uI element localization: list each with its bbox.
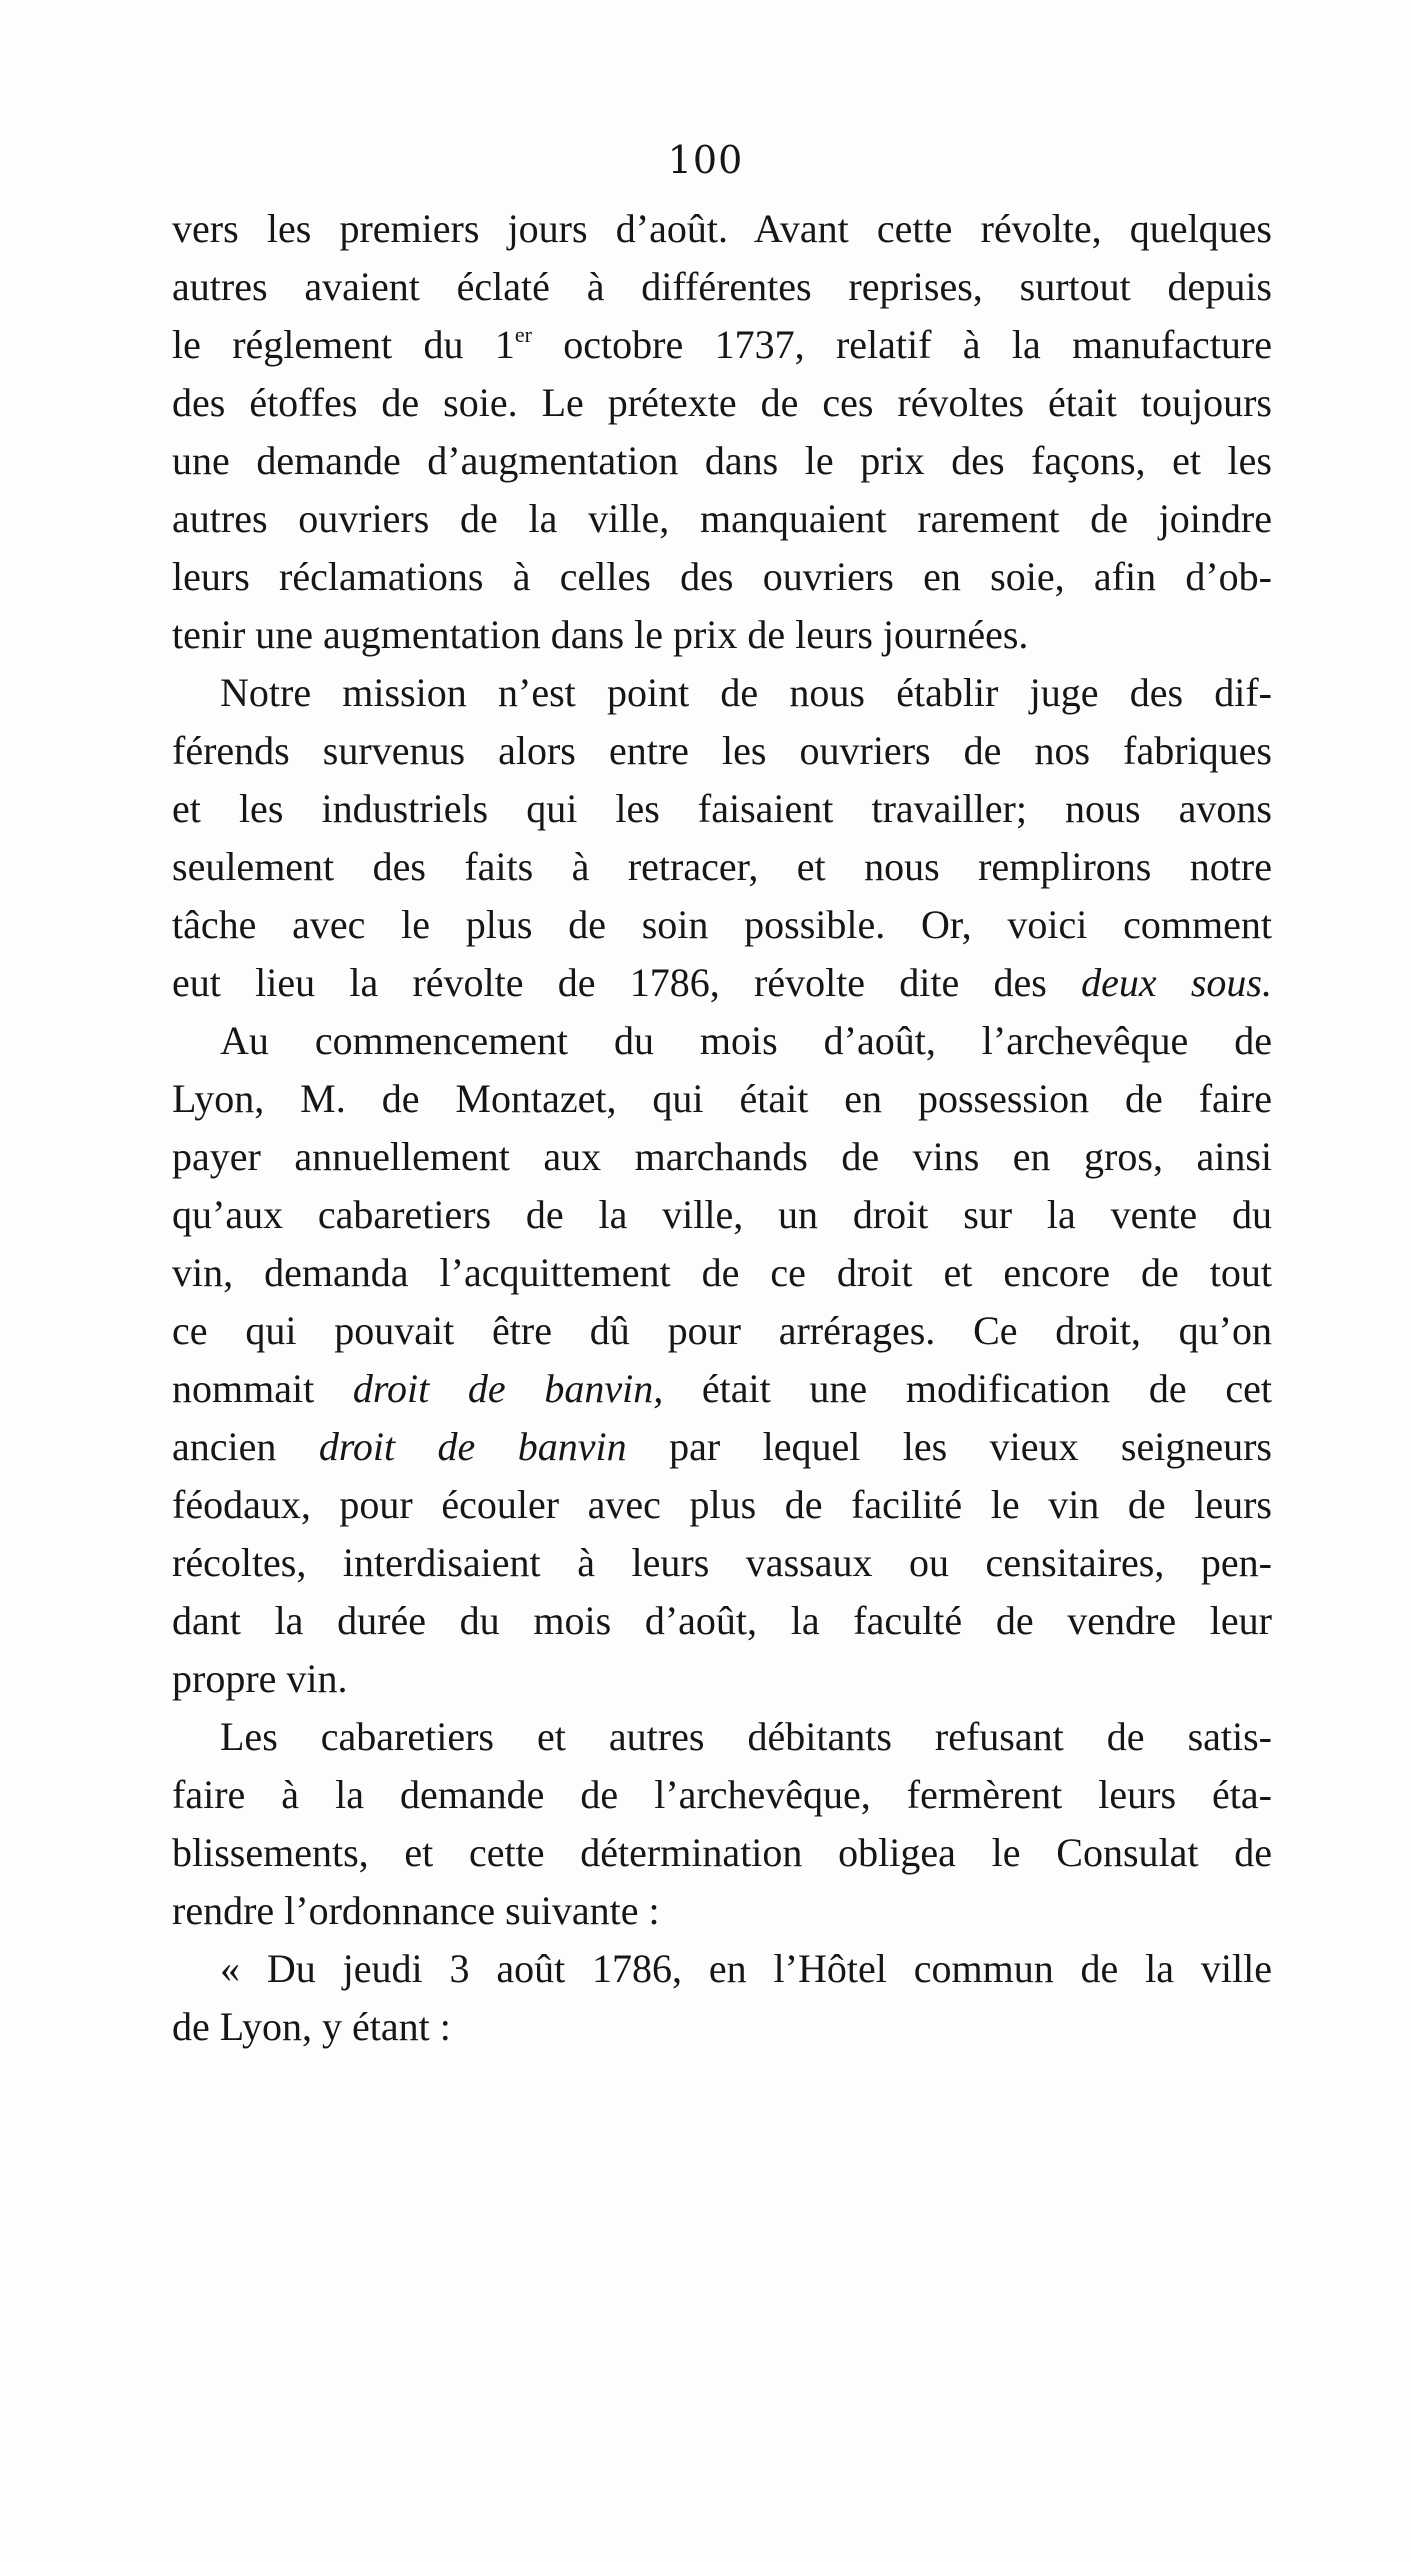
text-line-with-italic: [172, 1418, 1272, 1476]
text-line: et les industriels qui les faisaient travailler; nous avons: [172, 786, 1272, 831]
text-line-with-italic: [172, 1360, 1272, 1418]
page-number: 100: [667, 138, 744, 182]
text-segment: était une modification de cet: [663, 1366, 1272, 1411]
text-line: tâche avec le plus de soin possible. Or, voici comment: [172, 902, 1272, 947]
text-line: payer annuellement aux marchands de vins en gros, ainsi: [172, 1134, 1272, 1179]
text-segment: nommait: [172, 1366, 353, 1411]
text-line: Au commencement du mois d’août, l’archevêque de: [220, 1018, 1272, 1063]
text-segment: eut lieu la révolte de 1786, révolte dite des: [172, 960, 1082, 1005]
text-line: récoltes, interdisaient à leurs vassaux ou censitaires, pen-: [172, 1540, 1272, 1585]
text-line: leurs réclamations à celles des ouvriers en soie, afin d’ob-: [172, 554, 1272, 599]
text-line: vin, demanda l’acquittement de ce droit et encore de tout: [172, 1250, 1272, 1295]
text-line: tenir une augmentation dans le prix de leurs journées.: [172, 612, 1029, 657]
text-line: autres avaient éclaté à différentes reprises, surtout depuis: [172, 264, 1272, 309]
paragraph-5: [172, 1940, 1272, 2056]
text-line: faire à la demande de l’archevêque, fermèrent leurs éta-: [172, 1772, 1272, 1817]
text-line: rendre l’ordonnance suivante :: [172, 1888, 660, 1933]
paragraph-2: [172, 664, 1272, 1012]
text-line: vers les premiers jours d’août. Avant cette révolte, quelques: [172, 206, 1272, 251]
text-line: « Du jeudi 3 août 1786, en l’Hôtel commun de la ville: [220, 1946, 1272, 1991]
text-line-with-italic: [172, 954, 1272, 1012]
text-line: féodaux, pour écouler avec plus de facilité le vin de leurs: [172, 1482, 1272, 1527]
italic-phrase: deux sous.: [1081, 960, 1272, 1005]
text-line: blissements, et cette détermination obligea le Consulat de: [172, 1830, 1272, 1875]
text-line: le réglement du 1er octobre 1737, relatif à la manufacture: [172, 322, 1272, 367]
text-line: une demande d’augmentation dans le prix des façons, et les: [172, 438, 1272, 483]
text-line: dant la durée du mois d’août, la faculté de vendre leur: [172, 1598, 1272, 1643]
text-line: férends survenus alors entre les ouvriers de nos fabriques: [172, 728, 1272, 773]
text-line: qu’aux cabaretiers de la ville, un droit sur la vente du: [172, 1192, 1272, 1237]
text-line: Notre mission n’est point de nous établir juge des dif-: [220, 670, 1272, 715]
text-line: de Lyon, y étant :: [172, 2004, 451, 2049]
text-line: des étoffes de soie. Le prétexte de ces révoltes était toujours: [172, 380, 1272, 425]
paragraph-4: [172, 1708, 1272, 1940]
text-line: Les cabaretiers et autres débitants refusant de satis-: [220, 1714, 1272, 1759]
text-line: Lyon, M. de Montazet, qui était en possession de faire: [172, 1076, 1272, 1121]
text-line: autres ouvriers de la ville, manquaient rarement de joindre: [172, 496, 1272, 541]
text-line: ce qui pouvait être dû pour arrérages. Ce droit, qu’on: [172, 1308, 1272, 1353]
italic-phrase: droit de banvin,: [352, 1366, 664, 1411]
paragraph-1: [172, 200, 1272, 664]
text-segment: par lequel les vieux seigneurs: [626, 1424, 1272, 1469]
text-line: propre vin.: [172, 1656, 348, 1701]
italic-phrase: droit de banvin: [318, 1424, 627, 1469]
ordinal-superscript: er: [514, 322, 532, 347]
body-text: [172, 200, 1272, 2056]
text-line: seulement des faits à retracer, et nous remplirons notre: [172, 844, 1272, 889]
paragraph-3: [172, 1012, 1272, 1708]
text-segment: ancien: [172, 1424, 319, 1469]
